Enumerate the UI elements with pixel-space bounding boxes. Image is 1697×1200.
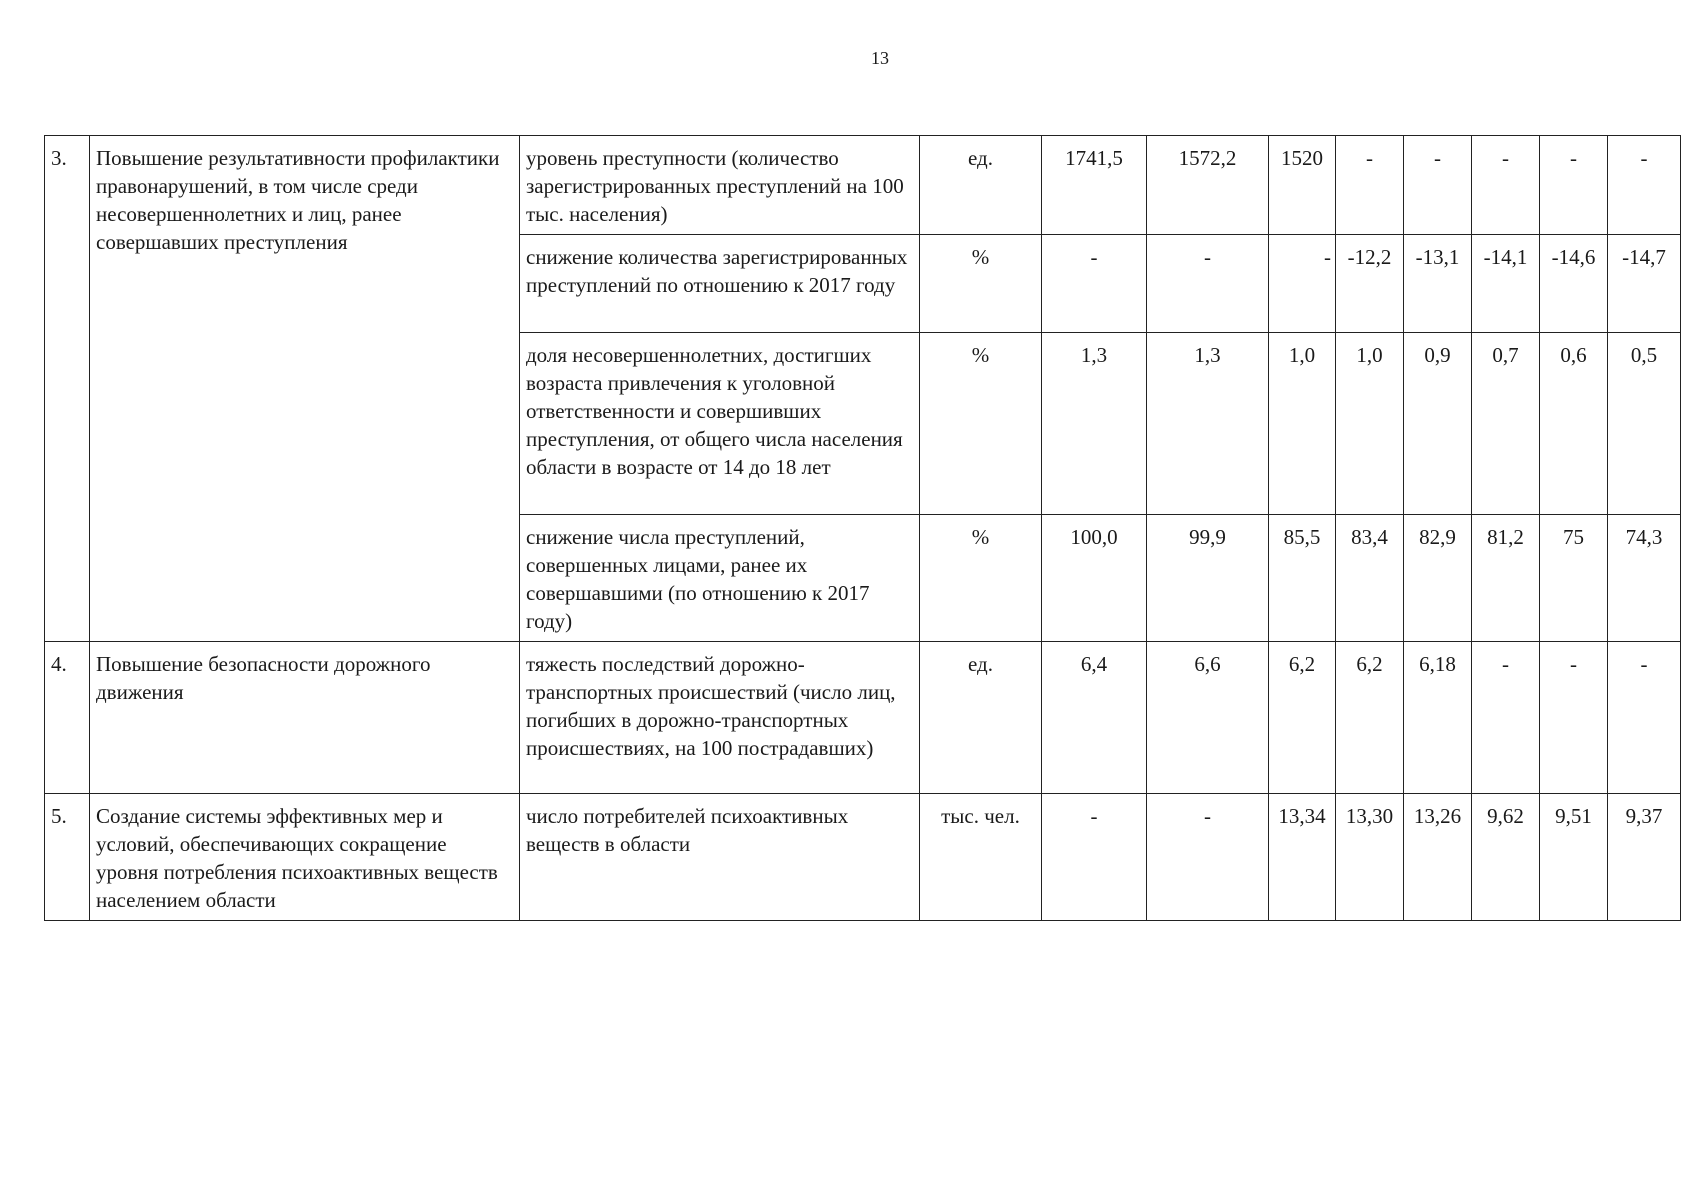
page-number: 13 xyxy=(871,48,889,68)
indicator-unit: % xyxy=(920,515,1042,642)
value-cell: - xyxy=(1608,642,1681,794)
row-number: 3. xyxy=(45,136,90,642)
indicator-unit: ед. xyxy=(920,642,1042,794)
value-cell: -13,1 xyxy=(1404,235,1472,333)
value-cell: 75 xyxy=(1540,515,1608,642)
goal-text: Повышение результативности профилактики правонарушений, в том числе среди несовершеннолетних и лиц, ранее совершавших преступления xyxy=(90,136,520,642)
indicator-unit: тыс. чел. xyxy=(920,794,1042,921)
value-cell: 1,0 xyxy=(1269,333,1336,515)
value-cell: - xyxy=(1472,136,1540,235)
value-cell: - xyxy=(1042,235,1147,333)
value-cell: - xyxy=(1147,235,1269,333)
value-cell: -12,2 xyxy=(1336,235,1404,333)
value-cell: 9,62 xyxy=(1472,794,1540,921)
value-cell: 1520 xyxy=(1269,136,1336,235)
value-cell: 9,37 xyxy=(1608,794,1681,921)
indicator-name: уровень преступности (количество зарегистрированных преступлений на 100 тыс. населения) xyxy=(520,136,920,235)
value-cell: 1741,5 xyxy=(1042,136,1147,235)
value-cell: 83,4 xyxy=(1336,515,1404,642)
value-cell: - xyxy=(1336,136,1404,235)
value-cell: - xyxy=(1472,642,1540,794)
table-row xyxy=(45,794,1681,921)
value-cell: 0,5 xyxy=(1608,333,1681,515)
value-cell: 85,5 xyxy=(1269,515,1336,642)
indicator-unit: % xyxy=(920,235,1042,333)
value-cell: - xyxy=(1540,642,1608,794)
value-cell: 6,18 xyxy=(1404,642,1472,794)
value-cell: 0,7 xyxy=(1472,333,1540,515)
indicator-name: число потребителей психоактивных веществ в области xyxy=(520,794,920,921)
value-cell: - xyxy=(1269,235,1336,333)
value-cell: 74,3 xyxy=(1608,515,1681,642)
row-number: 5. xyxy=(45,794,90,921)
row-number: 4. xyxy=(45,642,90,794)
value-cell: 0,9 xyxy=(1404,333,1472,515)
value-cell: 13,34 xyxy=(1269,794,1336,921)
indicator-unit: ед. xyxy=(920,136,1042,235)
value-cell: 81,2 xyxy=(1472,515,1540,642)
value-cell: 1,3 xyxy=(1042,333,1147,515)
value-cell: 13,30 xyxy=(1336,794,1404,921)
value-cell: 1,0 xyxy=(1336,333,1404,515)
indicator-name: снижение количества зарегистрированных преступлений по отношению к 2017 году xyxy=(520,235,920,333)
value-cell: - xyxy=(1404,136,1472,235)
indicator-name: снижение числа преступлений, совершенных лицами, ранее их совершавшими (по отношению к 2017 году) xyxy=(520,515,920,642)
value-cell: - xyxy=(1608,136,1681,235)
value-cell: 6,6 xyxy=(1147,642,1269,794)
indicator-unit: % xyxy=(920,333,1042,515)
value-cell: - xyxy=(1147,794,1269,921)
value-cell: 6,2 xyxy=(1336,642,1404,794)
value-cell: 1,3 xyxy=(1147,333,1269,515)
table-row xyxy=(45,642,1681,794)
value-cell: 13,26 xyxy=(1404,794,1472,921)
value-cell: 1572,2 xyxy=(1147,136,1269,235)
value-cell: 9,51 xyxy=(1540,794,1608,921)
value-cell: 6,2 xyxy=(1269,642,1336,794)
value-cell: 99,9 xyxy=(1147,515,1269,642)
value-cell: -14,6 xyxy=(1540,235,1608,333)
indicator-name: доля несовершеннолетних, достигших возраста привлечения к уголовной ответственности и совершивших преступления, от общего числа населения области в возрасте от 14 до 18 лет xyxy=(520,333,920,515)
value-cell: 6,4 xyxy=(1042,642,1147,794)
value-cell: -14,7 xyxy=(1608,235,1681,333)
value-cell: 100,0 xyxy=(1042,515,1147,642)
value-cell: 0,6 xyxy=(1540,333,1608,515)
value-cell: -14,1 xyxy=(1472,235,1540,333)
goal-text: Создание системы эффективных мер и условий, обеспечивающих сокращение уровня потребления психоактивных веществ населением области xyxy=(90,794,520,921)
indicators-table xyxy=(44,135,1681,921)
value-cell: - xyxy=(1042,794,1147,921)
value-cell: 82,9 xyxy=(1404,515,1472,642)
table-row xyxy=(45,136,1681,235)
goal-text: Повышение безопасности дорожного движения xyxy=(90,642,520,794)
indicator-name: тяжесть последствий дорожно-транспортных происшествий (число лиц, погибших в дорожно-транспортных происшествиях, на 100 пострадавших) xyxy=(520,642,920,794)
value-cell: - xyxy=(1540,136,1608,235)
